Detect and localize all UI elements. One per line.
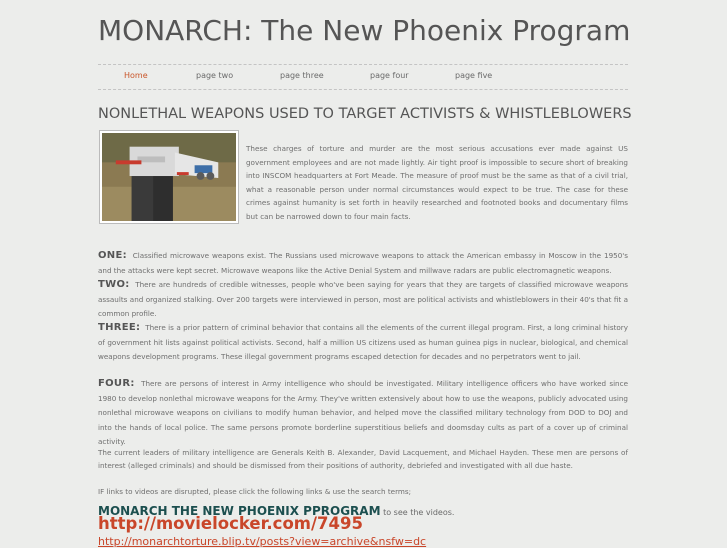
point-four: [98, 377, 628, 450]
bliptv-link[interactable]: http://monarchtorture.blip.tv/posts?view=archive&nsfw=dc: [98, 535, 427, 548]
hero-image: [99, 130, 239, 224]
point-label: FOUR:: [98, 378, 135, 389]
point-label: ONE:: [98, 250, 127, 261]
point-text: There are hundreds of credible witnesses, people who've been saying for years that they are targets of classified microwave weapons assaults and organized stalking. Over 200 targets were interviewed in person, most are political activists and whistleblowers in their 40's that fit a common profile.: [98, 280, 628, 318]
vehicle-weapon-photo: [102, 133, 236, 221]
point-text: Classified microwave weapons exist. The Russians used microwave weapons to attack the American embassy in Moscow in the 1950's and the attacks were kept secret. Microwave weapons like the Active Denial System and millwave radars are public electromagnetic weapons.: [98, 251, 629, 275]
point-text: There is a prior pattern of criminal behavior that contains all the elements of the current illegal program. First, a long criminal history of government hit lists against political activists. Second, half a million US citizens used as human guinea pigs in nuclear, biological, and chemical weapons development programs. These illegal government programs escaped detection for decades and no perpetrators went to jail.: [98, 323, 628, 361]
main-nav: [98, 64, 628, 90]
nav-item-page-four[interactable]: page four: [370, 71, 409, 80]
point-label: THREE:: [98, 322, 141, 333]
page-heading: NONLETHAL WEAPONS USED TO TARGET ACTIVISTS & WHISTLEBLOWERS: [98, 106, 632, 122]
point-one: [98, 249, 628, 278]
nav-item-page-three[interactable]: page three: [280, 71, 324, 80]
intro-paragraph: These charges of torture and murder are the most serious accusations ever made against US government employees and are not made lightly. Air tight proof is impossible to secure short of breaking into INSCOM headquarters at Fort Meade. The measure of proof must be the same as that of a civil trial, what a reasonable person under normal circumstances would expect to be true. The case for these crimes against humanity is set forth in heavily researched and footnoted books and documentary films but can be narrowed down to four main facts.: [246, 144, 628, 221]
nav-item-page-two[interactable]: page two: [196, 71, 234, 80]
search-term-suffix: to see the videos.: [380, 508, 455, 517]
nav-item-home[interactable]: Home: [124, 71, 148, 80]
point-three: [98, 321, 628, 365]
point-two: [98, 278, 628, 322]
search-term-title: MONARCH THE NEW PHOENIX PPROGRAM: [98, 504, 381, 518]
nav-item-page-five[interactable]: page five: [455, 71, 493, 80]
point-label: TWO:: [98, 279, 130, 290]
point-text: There are persons of interest in Army intelligence who should be investigated. Military intelligence officers who have worked since 1980 to develop nonlethal microwave weapons for the Army. They've written extensively about how to use the weapons, publicly advocated using nonlethal microwave weapons on civilians to modify human behavior, and helped move the classified military technology from DOD to DOJ and into the hands of local police. The same persons promote borderline superstitious beliefs and doomsday cults as part of a cover up of criminal activity.: [98, 379, 628, 446]
leaders-paragraph: The current leaders of military intelligence are Generals Keith B. Alexander, David Lacquement, and Michael Hayden. These men are persons of interest (alleged criminals) and should be dismissed from their positions of authority, debriefed and investigated with all due haste.: [98, 448, 628, 470]
movielocker-link[interactable]: http://movielocker.com/7495: [98, 514, 363, 533]
links-intro: IF links to videos are disrupted, please click the following links & use the search terms;: [98, 487, 412, 496]
site-title[interactable]: MONARCH: The New Phoenix Program: [98, 14, 631, 47]
